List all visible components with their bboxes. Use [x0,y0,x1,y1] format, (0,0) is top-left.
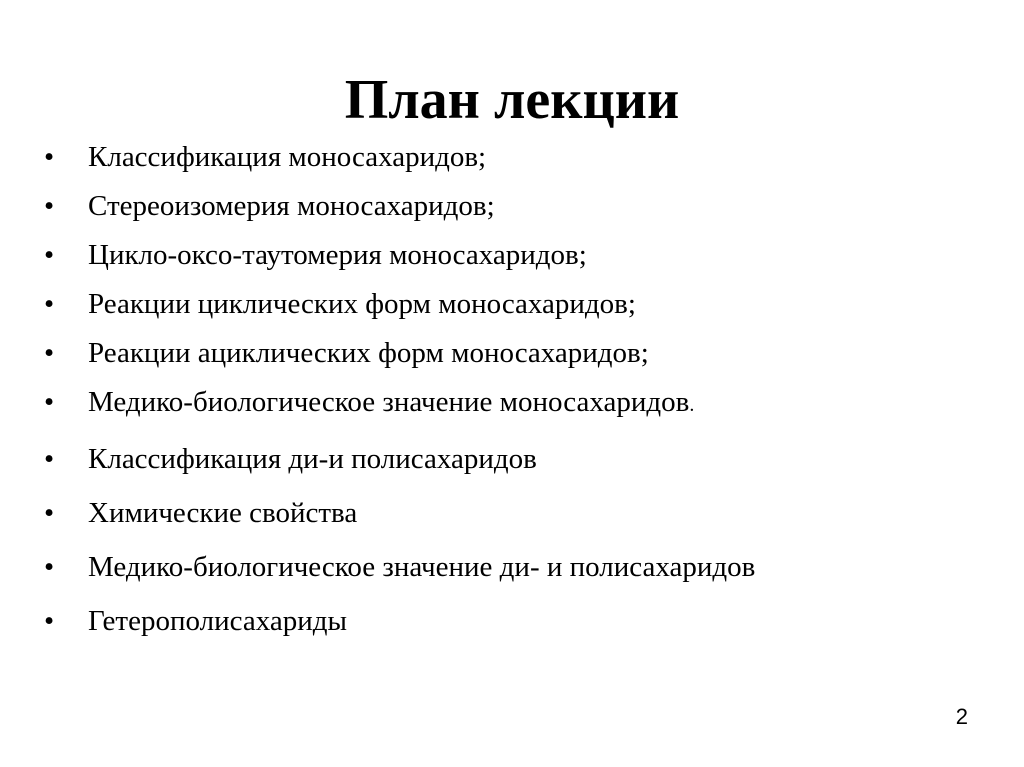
list-item-text: Медико-биологическое значение моносахаридов [88,386,690,418]
list-item-text: Гетерополисахариды [88,605,347,637]
list-item-text: Классификация ди-и полисахаридов [88,443,537,475]
bullet-icon: • [44,443,55,475]
list-item [40,336,755,370]
list-item-suffix: . [689,394,695,416]
slide-title: План лекции [344,69,680,131]
bullet-icon: • [44,497,55,529]
list-item [40,496,755,530]
bullet-icon: • [44,337,55,369]
list-item-text: Цикло-оксо-таутомерия моносахаридов; [88,239,587,271]
list-item [40,238,755,272]
bullet-list [40,140,755,638]
list-item-text: Реакции циклических форм моносахаридов; [88,288,636,320]
list-item [40,550,755,584]
bullet-icon: • [44,141,55,173]
bullet-icon: • [44,551,55,583]
list-item [40,442,755,476]
list-item-text: Стереоизомерия моносахаридов; [88,190,495,222]
list-item-text: Классификация моносахаридов; [88,141,487,173]
list-item [40,604,755,638]
bullet-icon: • [44,605,55,637]
list-item-text: Реакции ациклических форм моносахаридов; [88,337,649,369]
list-item [40,140,755,174]
list-item [40,189,755,223]
list-item-text: Медико-биологическое значение ди- и полисахаридов [88,551,756,583]
list-item [40,287,755,321]
list-item-text: Химические свойства [88,497,358,529]
list-item [40,385,755,422]
bullet-icon: • [44,288,55,320]
page-number: 2 [955,704,968,729]
bullet-icon: • [44,386,55,418]
bullet-icon: • [44,190,55,222]
bullet-icon: • [44,239,55,271]
